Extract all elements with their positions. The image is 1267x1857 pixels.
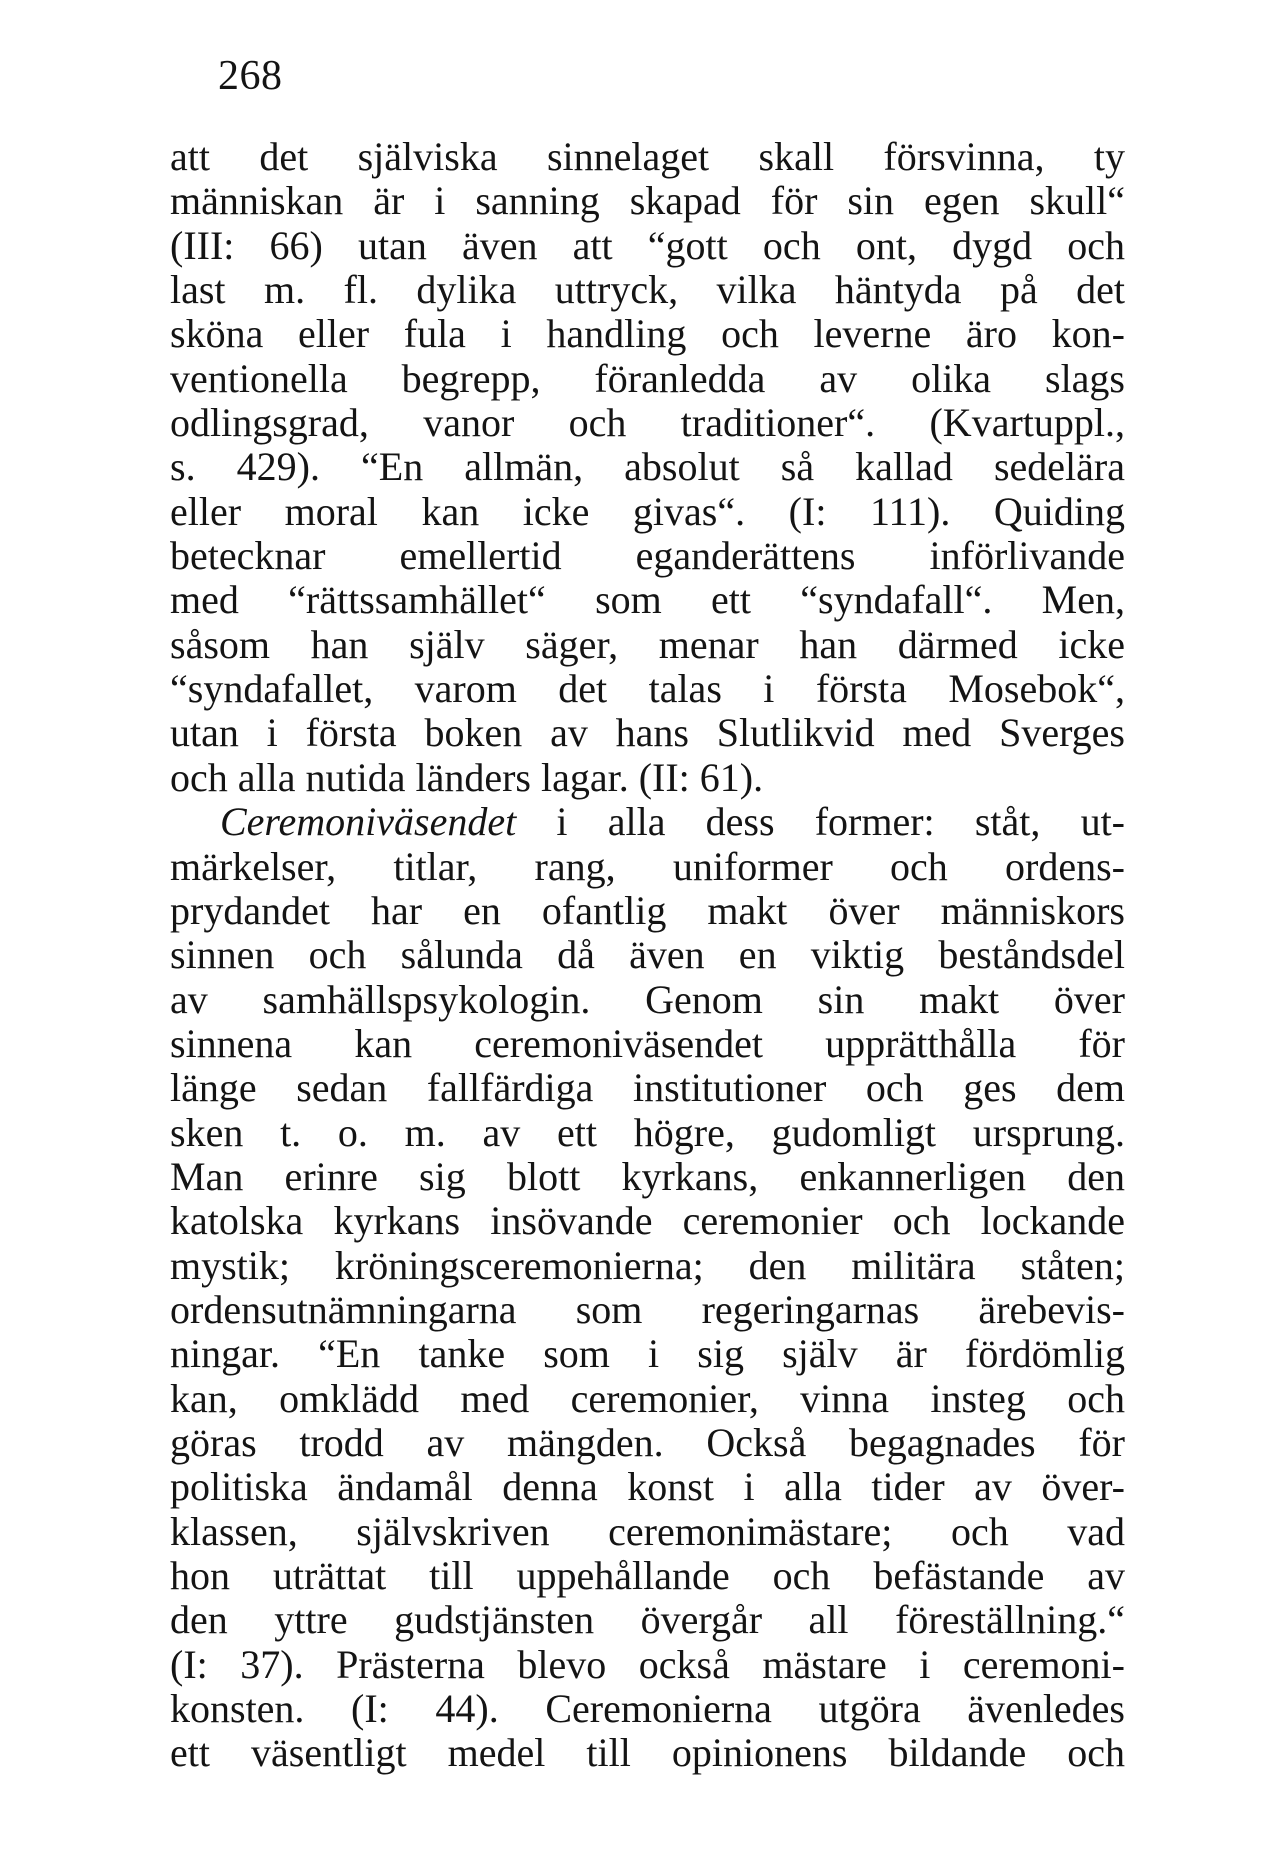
- line-text: hon uträttat till uppehållande och befästande av: [170, 1554, 1125, 1598]
- body-text: [170, 135, 1125, 1776]
- text-line: [170, 1288, 1125, 1332]
- line-text: (I: 37). Prästerna blevo också mästare i ceremoni-: [170, 1642, 1125, 1687]
- page-number: 268: [218, 53, 283, 99]
- line-text: politiska ändamål denna konst i alla tider av över-: [170, 1465, 1125, 1510]
- line-text: märkelser, titlar, rang, uniformer och ordens-: [170, 844, 1125, 889]
- text-line: [170, 135, 1125, 179]
- line-text: sinnen och sålunda då även en viktig beståndsdel: [170, 933, 1125, 978]
- line-text: eller moral kan icke givas“. (I: 111). Quiding: [170, 489, 1125, 534]
- line-text: last m. fl. dylika uttryck, vilka häntyda på det: [170, 268, 1125, 313]
- text-line: [170, 1066, 1125, 1110]
- text-line: [170, 1155, 1125, 1199]
- text-line: [170, 1510, 1125, 1554]
- line-text: länge sedan fallfärdiga institutioner och ges dem: [170, 1066, 1125, 1111]
- text-line: [170, 1244, 1125, 1288]
- text-line: [170, 845, 1125, 889]
- text-line: [170, 268, 1125, 312]
- text-line: [170, 933, 1125, 977]
- text-line: [170, 1643, 1125, 1687]
- line-text: med “rättssamhället“ som ett “syndafall“. Men,: [170, 578, 1125, 623]
- text-line: [170, 1022, 1125, 1066]
- line-text: betecknar emellertid eganderättens införlivande: [170, 534, 1125, 579]
- text-line: [170, 978, 1125, 1022]
- line-text: Man erinre sig blott kyrkans, enkannerligen den: [170, 1154, 1125, 1199]
- text-line: [170, 401, 1125, 445]
- italic-term: Ceremoniväsendet: [220, 800, 517, 845]
- line-text: konsten. (I: 44). Ceremonierna utgöra ävenledes: [170, 1687, 1125, 1732]
- text-line: [170, 224, 1125, 268]
- line-text: s. 429). “En allmän, absolut så kallad sedelära: [170, 445, 1125, 490]
- line-text: sken t. o. m. av ett högre, gudomligt ursprung.: [170, 1110, 1125, 1155]
- text-line: [170, 1554, 1125, 1598]
- text-line: [170, 1332, 1125, 1376]
- line-text: såsom han själv säger, menar han därmed icke: [170, 622, 1125, 667]
- text-line: [170, 667, 1125, 711]
- text-line: [170, 179, 1125, 223]
- text-line: [170, 578, 1125, 622]
- line-text: ordensutnämningarna som regeringarnas ärebevis-: [170, 1287, 1125, 1332]
- text-line: [170, 534, 1125, 578]
- text-line: [170, 1465, 1125, 1509]
- line-text: ett väsentligt medel till opinionens bildande och: [170, 1731, 1125, 1776]
- line-text: sköna eller fula i handling och leverne äro kon-: [170, 312, 1125, 357]
- line-text: den yttre gudstjänsten övergår all föreställning.“: [170, 1598, 1125, 1643]
- line-text: ventionella begrepp, föranledda av olika slags: [170, 356, 1125, 401]
- text-line: [170, 357, 1125, 401]
- text-line: [170, 1111, 1125, 1155]
- line-text: och alla nutida länders lagar. (II: 61).: [170, 755, 764, 800]
- line-text: att det själviska sinnelaget skall försvinna, ty: [170, 135, 1125, 179]
- line-text: odlingsgrad, vanor och traditioner“. (Kvartuppl.,: [170, 401, 1125, 446]
- line-text: av samhällspsykologin. Genom sin makt över: [170, 977, 1125, 1022]
- text-line: [170, 711, 1125, 755]
- text-line: [170, 1199, 1125, 1243]
- line-text: utan i första boken av hans Slutlikvid med Sverges: [170, 711, 1125, 756]
- line-text: (III: 66) utan även att “gott och ont, dygd och: [170, 223, 1125, 268]
- line-text: ningar. “En tanke som i sig själv är fördömlig: [170, 1332, 1125, 1377]
- text-line: [170, 1377, 1125, 1421]
- text-line: [170, 1421, 1125, 1465]
- line-text: “syndafallet, varom det talas i första Mosebok“,: [170, 667, 1125, 712]
- line-text: katolska kyrkans insövande ceremonier och lockande: [170, 1199, 1125, 1244]
- line-text: människan är i sanning skapad för sin egen skull“: [170, 179, 1125, 224]
- text-line: [170, 1598, 1125, 1642]
- line-text: prydandet har en ofantlig makt över människors: [170, 888, 1125, 933]
- text-line: [170, 312, 1125, 356]
- text-line: [170, 756, 1125, 800]
- text-line: [170, 490, 1125, 534]
- line-text: kan, omklädd med ceremonier, vinna insteg och: [170, 1376, 1125, 1421]
- text-line: [170, 800, 1125, 844]
- line-text: klassen, självskriven ceremonimästare; och vad: [170, 1509, 1125, 1554]
- text-line: [170, 445, 1125, 489]
- text-line: [170, 1687, 1125, 1731]
- line-text: mystik; kröningsceremonierna; den militära ståten;: [170, 1243, 1125, 1288]
- text-line: [170, 889, 1125, 933]
- line-text: i alla dess former: ståt, ut-: [516, 800, 1125, 845]
- text-line: [170, 1731, 1125, 1775]
- line-text: göras trodd av mängden. Också begagnades för: [170, 1420, 1125, 1465]
- line-text: sinnena kan ceremoniväsendet upprätthålla för: [170, 1021, 1125, 1066]
- text-line: [170, 623, 1125, 667]
